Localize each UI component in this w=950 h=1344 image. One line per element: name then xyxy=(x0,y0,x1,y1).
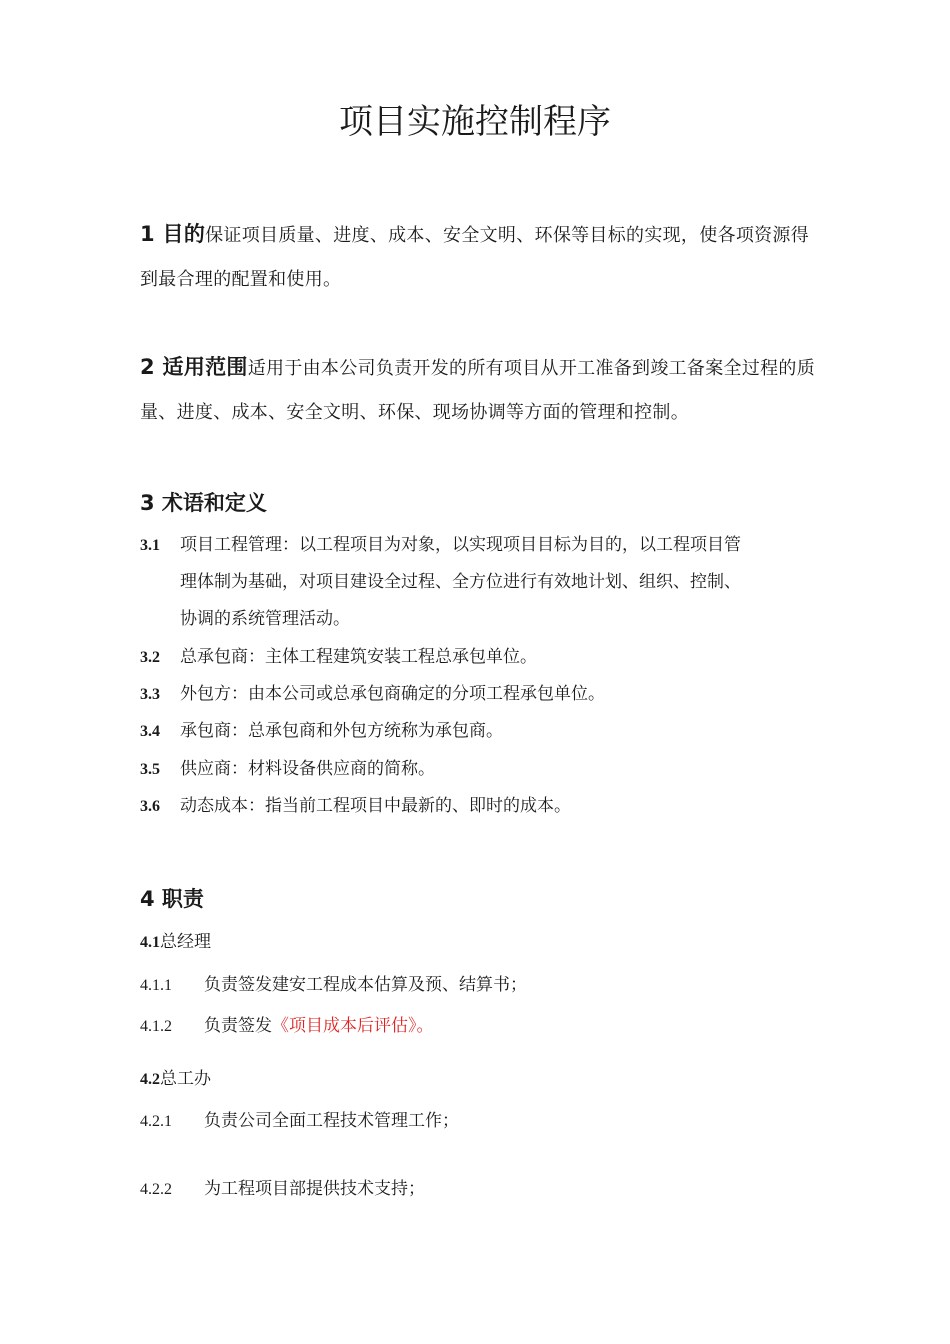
document-title: 项目实施控制程序 xyxy=(339,102,611,142)
definition-item xyxy=(140,718,503,745)
section-1-text: 保证项目质量、进度、成本、安全文明、环保等目标的实现，使各项资源得到最合理的配置和使用。 xyxy=(140,225,810,290)
definition-number: 3.4 xyxy=(140,723,160,740)
definition-item xyxy=(140,532,741,559)
duty-highlight-text: 《项目成本后评估》。 xyxy=(272,1016,434,1036)
subsection-number: 4.1 xyxy=(140,934,160,951)
definition-item xyxy=(140,681,605,708)
definition-number: 3.6 xyxy=(140,798,160,815)
definition-number: 3.2 xyxy=(140,649,160,666)
duty-text: 负责签发建安工程成本估算及预、结算书； xyxy=(204,975,527,995)
definition-text: 总承包商：主体工程建筑安装工程总承包单位。 xyxy=(180,647,537,667)
duty-text: 负责公司全面工程技术管理工作； xyxy=(204,1111,459,1131)
definition-text: 外包方：由本公司或总承包商确定的分项工程承包单位。 xyxy=(180,684,605,704)
section-2-text: 适用于由本公司负责开发的所有项目从开工准备到竣工备案全过程的质量、进度、成本、安全文明、环保、现场协调等方面的管理和控制。 xyxy=(140,358,816,423)
section-1-heading: 1 目的 xyxy=(140,222,206,246)
section-2 xyxy=(140,345,820,435)
duty-number: 4.1.2 xyxy=(140,1018,172,1035)
definition-text: 供应商：材料设备供应商的简称。 xyxy=(180,759,435,779)
definition-number: 3.1 xyxy=(140,537,160,554)
duty-number: 4.2.1 xyxy=(140,1113,172,1130)
definition-item xyxy=(140,793,571,820)
definition-text-continued: 协调的系统管理活动。 xyxy=(180,609,350,629)
definition-item xyxy=(140,644,537,671)
section-2-heading: 2 适用范围 xyxy=(140,355,248,379)
duty-item xyxy=(140,1176,425,1203)
duty-text: 为工程项目部提供技术支持； xyxy=(204,1179,425,1199)
subsection-number: 4.2 xyxy=(140,1071,160,1088)
definition-number: 3.3 xyxy=(140,686,160,703)
definition-number: 3.5 xyxy=(140,761,160,778)
section-3-heading: 3 术语和定义 xyxy=(140,491,267,515)
duty-item xyxy=(140,1108,459,1135)
section-1 xyxy=(140,212,820,302)
duty-item xyxy=(140,972,527,999)
definition-text: 项目工程管理：以工程项目为对象，以实现项目目标为目的，以工程项目管 xyxy=(180,535,741,555)
definition-text-continued: 理体制为基础，对项目建设全过程、全方位进行有效地计划、组织、控制、 xyxy=(180,572,741,592)
subsection-label: 总工办 xyxy=(160,1069,211,1089)
definition-item xyxy=(140,756,435,783)
definition-text: 承包商：总承包商和外包方统称为承包商。 xyxy=(180,721,503,741)
duty-text: 负责签发 xyxy=(204,1016,272,1036)
definition-text: 动态成本：指当前工程项目中最新的、即时的成本。 xyxy=(180,796,571,816)
duty-number: 4.2.2 xyxy=(140,1181,172,1198)
duty-number: 4.1.1 xyxy=(140,977,172,994)
subsection-label: 总经理 xyxy=(160,932,211,952)
subsection-heading xyxy=(140,929,211,956)
subsection-heading xyxy=(140,1066,211,1093)
section-4-heading: 4 职责 xyxy=(140,887,204,911)
duty-item xyxy=(140,1013,434,1040)
